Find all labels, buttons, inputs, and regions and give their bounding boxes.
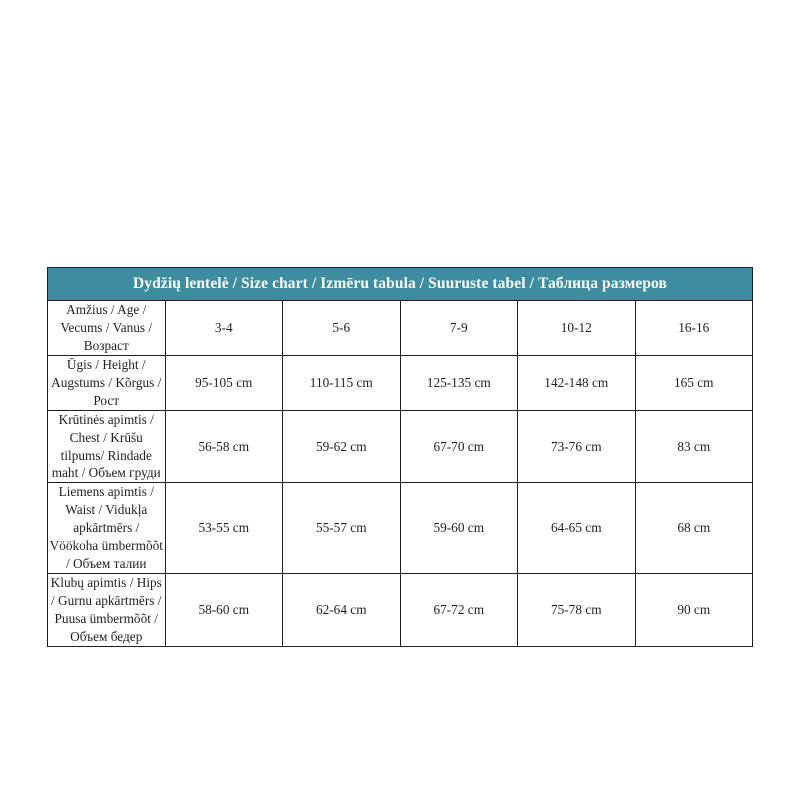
- cell-value: 75-78 cm: [518, 574, 636, 647]
- table-row: [48, 483, 753, 574]
- cell-value: 95-105 cm: [165, 355, 283, 410]
- cell-value: 67-72 cm: [400, 574, 518, 647]
- cell-value: 67-70 cm: [400, 410, 518, 483]
- cell-value: 125-135 cm: [400, 355, 518, 410]
- cell-value: 58-60 cm: [165, 574, 283, 647]
- cell-value: 62-64 cm: [283, 574, 401, 647]
- size-chart-table: [47, 267, 753, 647]
- size-chart-title: Dydžių lentelė / Size chart / Izmēru tabula / Suuruste tabel / Таблица размеров: [48, 268, 753, 301]
- table-row: [48, 355, 753, 410]
- cell-value: 7-9: [400, 301, 518, 356]
- cell-value: 83 cm: [635, 410, 753, 483]
- table-row: [48, 574, 753, 647]
- row-label: Amžius / Age / Vecums / Vanus / Возраст: [48, 301, 166, 356]
- cell-value: 68 cm: [635, 483, 753, 574]
- cell-value: 53-55 cm: [165, 483, 283, 574]
- row-label: Klubų apimtis / Hips / Gurnu apkārtmērs / Puusa ümbermõõt / Объем бедер: [48, 574, 166, 647]
- cell-value: 5-6: [283, 301, 401, 356]
- table-row: [48, 301, 753, 356]
- cell-value: 59-60 cm: [400, 483, 518, 574]
- cell-value: 56-58 cm: [165, 410, 283, 483]
- row-label: Ūgis / Height / Augstums / Kõrgus / Рост: [48, 355, 166, 410]
- cell-value: 10-12: [518, 301, 636, 356]
- row-label: Krūtinės apimtis / Chest / Krūšu tilpums/ Rindade maht / Объем груди: [48, 410, 166, 483]
- cell-value: 64-65 cm: [518, 483, 636, 574]
- size-chart-container: [47, 267, 753, 647]
- cell-value: 73-76 cm: [518, 410, 636, 483]
- cell-value: 165 cm: [635, 355, 753, 410]
- cell-value: 110-115 cm: [283, 355, 401, 410]
- cell-value: 55-57 cm: [283, 483, 401, 574]
- table-title-row: [48, 268, 753, 301]
- table-row: [48, 410, 753, 483]
- cell-value: 3-4: [165, 301, 283, 356]
- cell-value: 59-62 cm: [283, 410, 401, 483]
- row-label: Liemens apimtis / Waist / Vidukļa apkārtmērs / Vöökoha ümbermõõt / Объем талии: [48, 483, 166, 574]
- cell-value: 142-148 cm: [518, 355, 636, 410]
- cell-value: 16-16: [635, 301, 753, 356]
- cell-value: 90 cm: [635, 574, 753, 647]
